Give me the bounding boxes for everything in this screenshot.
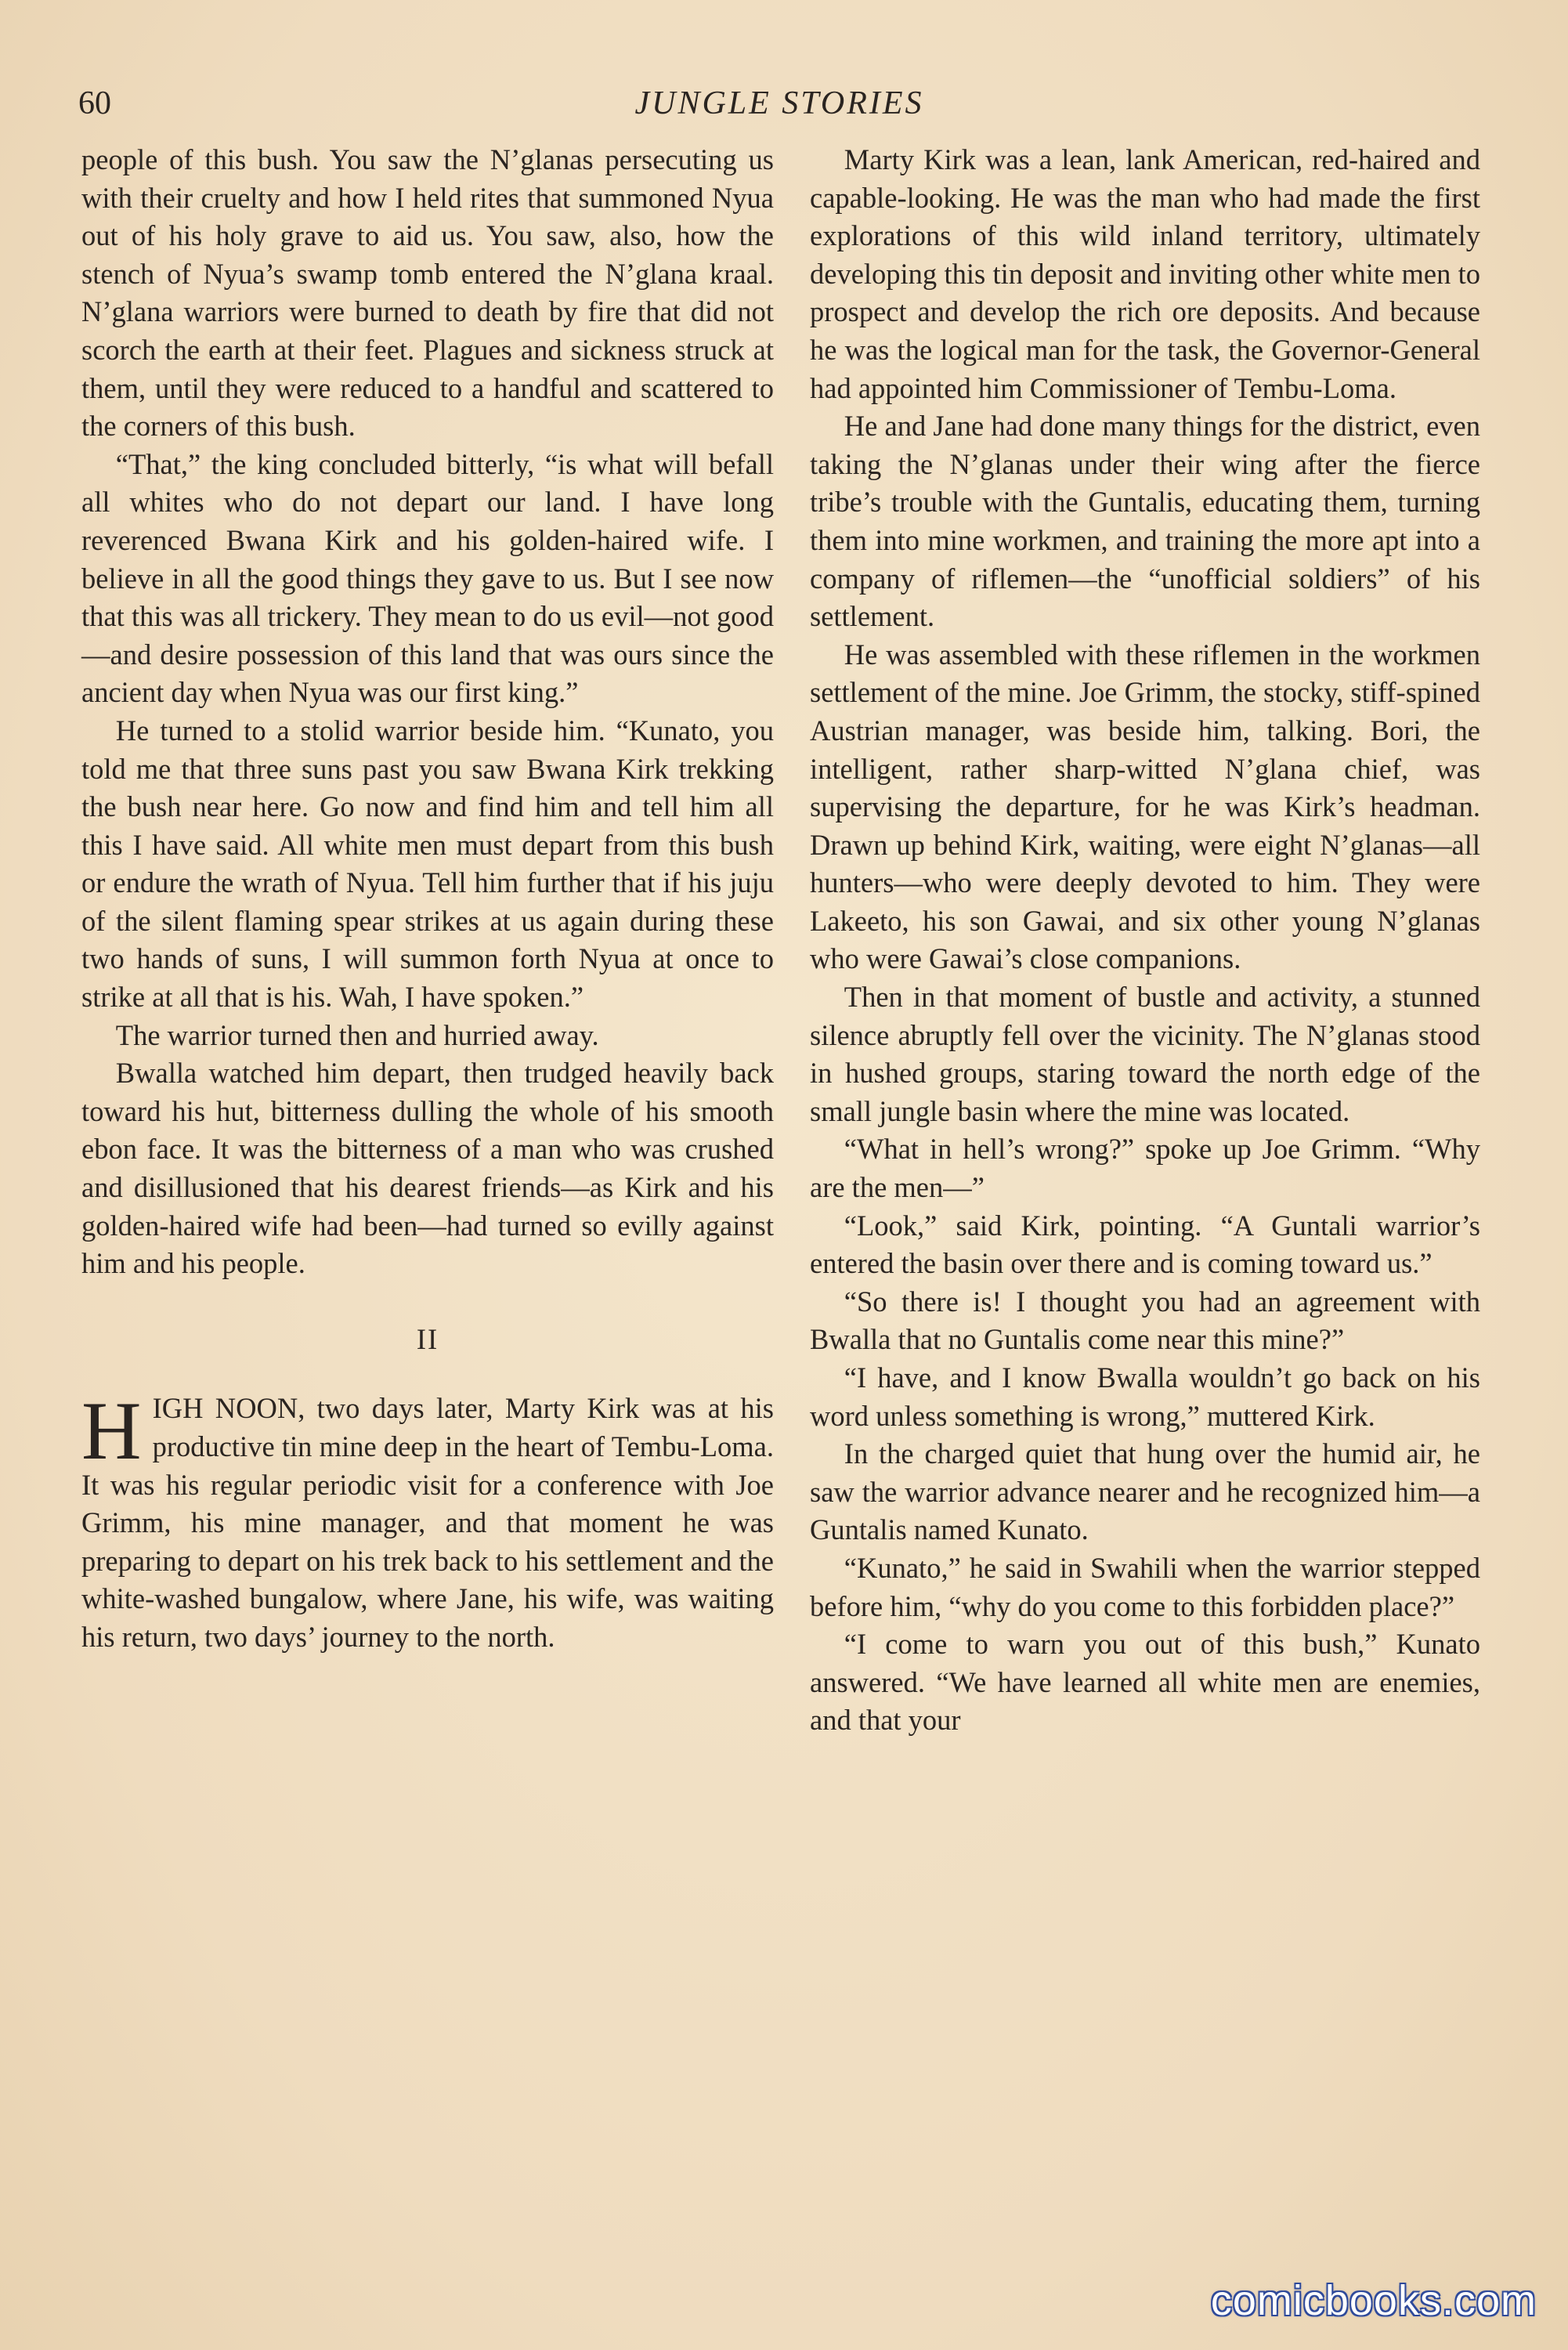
paragraph: “I have, and I know Bwalla wouldn’t go back on his word unless something is wrong,” muttered Kirk. [810, 1361, 1480, 1432]
drop-cap: H [81, 1385, 142, 1477]
paragraph: people of this bush. You saw the N’glanas persecuting us with their cruelty and how I held rites that summoned Nyua out of his holy grave to aid us. You saw, also, how the stench of Nyua’s swamp tomb entered the N’glana kraal. N’glana warriors were burned to death by fire that did not scorch the earth at their feet. Plagues and sickness struck at them, until they were reduced to a handful and scattered to the corners of this bush. [81, 143, 774, 443]
section-heading: II [416, 1322, 439, 1355]
paragraph: Then in that moment of bustle and activity, a stunned silence abruptly fell over the vicinity. The N’glanas stood in hushed groups, staring toward the north edge of the small jungle basin where the mine was located. [810, 981, 1480, 1127]
running-title: JUNGLE STORIES [634, 85, 924, 121]
paragraph: He and Jane had done many things for the district, even taking the N’glanas under their wing after the fierce tribe’s trouble with the Guntalis, educating them, turning them into mine workmen, and training the more apt into a company of riflemen—the “unofficial soldiers” of his settlement. [810, 410, 1480, 633]
paragraph: “So there is! I thought you had an agreement with Bwalla that no Guntalis come near this mine?” [810, 1285, 1480, 1356]
section-opening-paragraph [81, 1385, 774, 1656]
watermark-logo: comicbooks.com [1210, 2277, 1537, 2324]
page-number: 60 [78, 85, 111, 121]
section-opening-text: IGH NOON, two days later, Marty Kirk was at his productive tin mine deep in the heart of Tembu-Loma. It was his regular periodic visit for a conference with Joe Grimm, his mine manager, and that moment he was preparing to depart on his trek back to his settlement and the white-washed bungalow, where Jane, his wife, was waiting his return, two days’ journey to the north. [81, 1392, 774, 1653]
paragraph: Bwalla watched him depart, then trudged heavily back toward his hut, bitterness dulling the whole of his smooth ebon face. It was the bitterness of a man who was crushed and disillusioned that his dearest friends—as Kirk and his golden-haired wife had been—had turned so evilly against him and his people. [81, 1057, 774, 1280]
paragraph: “I come to warn you out of this bush,” Kunato answered. “We have learned all white men are enemies, and that your [810, 1628, 1480, 1737]
paragraph: Marty Kirk was a lean, lank American, red-haired and capable-looking. He was the man who had made the first explorations of this wild inland territory, ultimately developing this tin deposit and inviting other white men to prospect and develop the rich ore deposits. And because he was the logical man for the task, the Governor-General had appointed him Commissioner of Tembu-Loma. [810, 143, 1480, 404]
paragraph: “Kunato,” he said in Swahili when the warrior stepped before him, “why do you come to this forbidden place?” [810, 1551, 1480, 1622]
left-column [81, 141, 774, 1657]
paragraph: “What in hell’s wrong?” spoke up Joe Grimm. “Why are the men—” [810, 1133, 1480, 1204]
paragraph: In the charged quiet that hung over the humid air, he saw the warrior advance nearer and he recognized him—a Guntalis named Kunato. [810, 1437, 1480, 1546]
paragraph: “Look,” said Kirk, pointing. “A Guntali warrior’s entered the basin over there and is coming toward us.” [810, 1209, 1480, 1280]
paragraph: The warrior turned then and hurried away. [115, 1018, 599, 1051]
page-header [78, 85, 1480, 132]
paragraph: He turned to a stolid warrior beside him. “Kunato, you told me that three suns past you saw Bwana Kirk trekking the bush near here. Go now and find him and tell him all this I have said. All white men must depart from this bush or endure the wrath of Nyua. Tell him further that if his juju of the silent flaming spear strikes at us again during these two hands of suns, I will summon forth Nyua at once to strike at all that is his. Wah, I have spoken.” [81, 714, 774, 1014]
right-column [810, 141, 1480, 1740]
paragraph: He was assembled with these riflemen in the workmen settlement of the mine. Joe Grimm, the stocky, stiff-spined Austrian manager, was beside him, talking. Bori, the intelligent, rather sharp-witted N’glana chief, was supervising the departure, for he was Kirk’s headman. Drawn up behind Kirk, waiting, were eight N’glanas—all hunters—who were deeply devoted to him. They were Lakeeto, his son Gawai, and six other young N’glanas who were Gawai’s close companions. [810, 638, 1480, 975]
paragraph: “That,” the king concluded bitterly, “is what will befall all whites who do not depart our land. I have long reverenced Bwana Kirk and his golden-haired wife. I believe in all the good things they gave to us. But I see now that this was all trickery. They mean to do us evil—not good—and desire possession of this land that was ours since the ancient day when Nyua was our first king.” [81, 447, 774, 709]
